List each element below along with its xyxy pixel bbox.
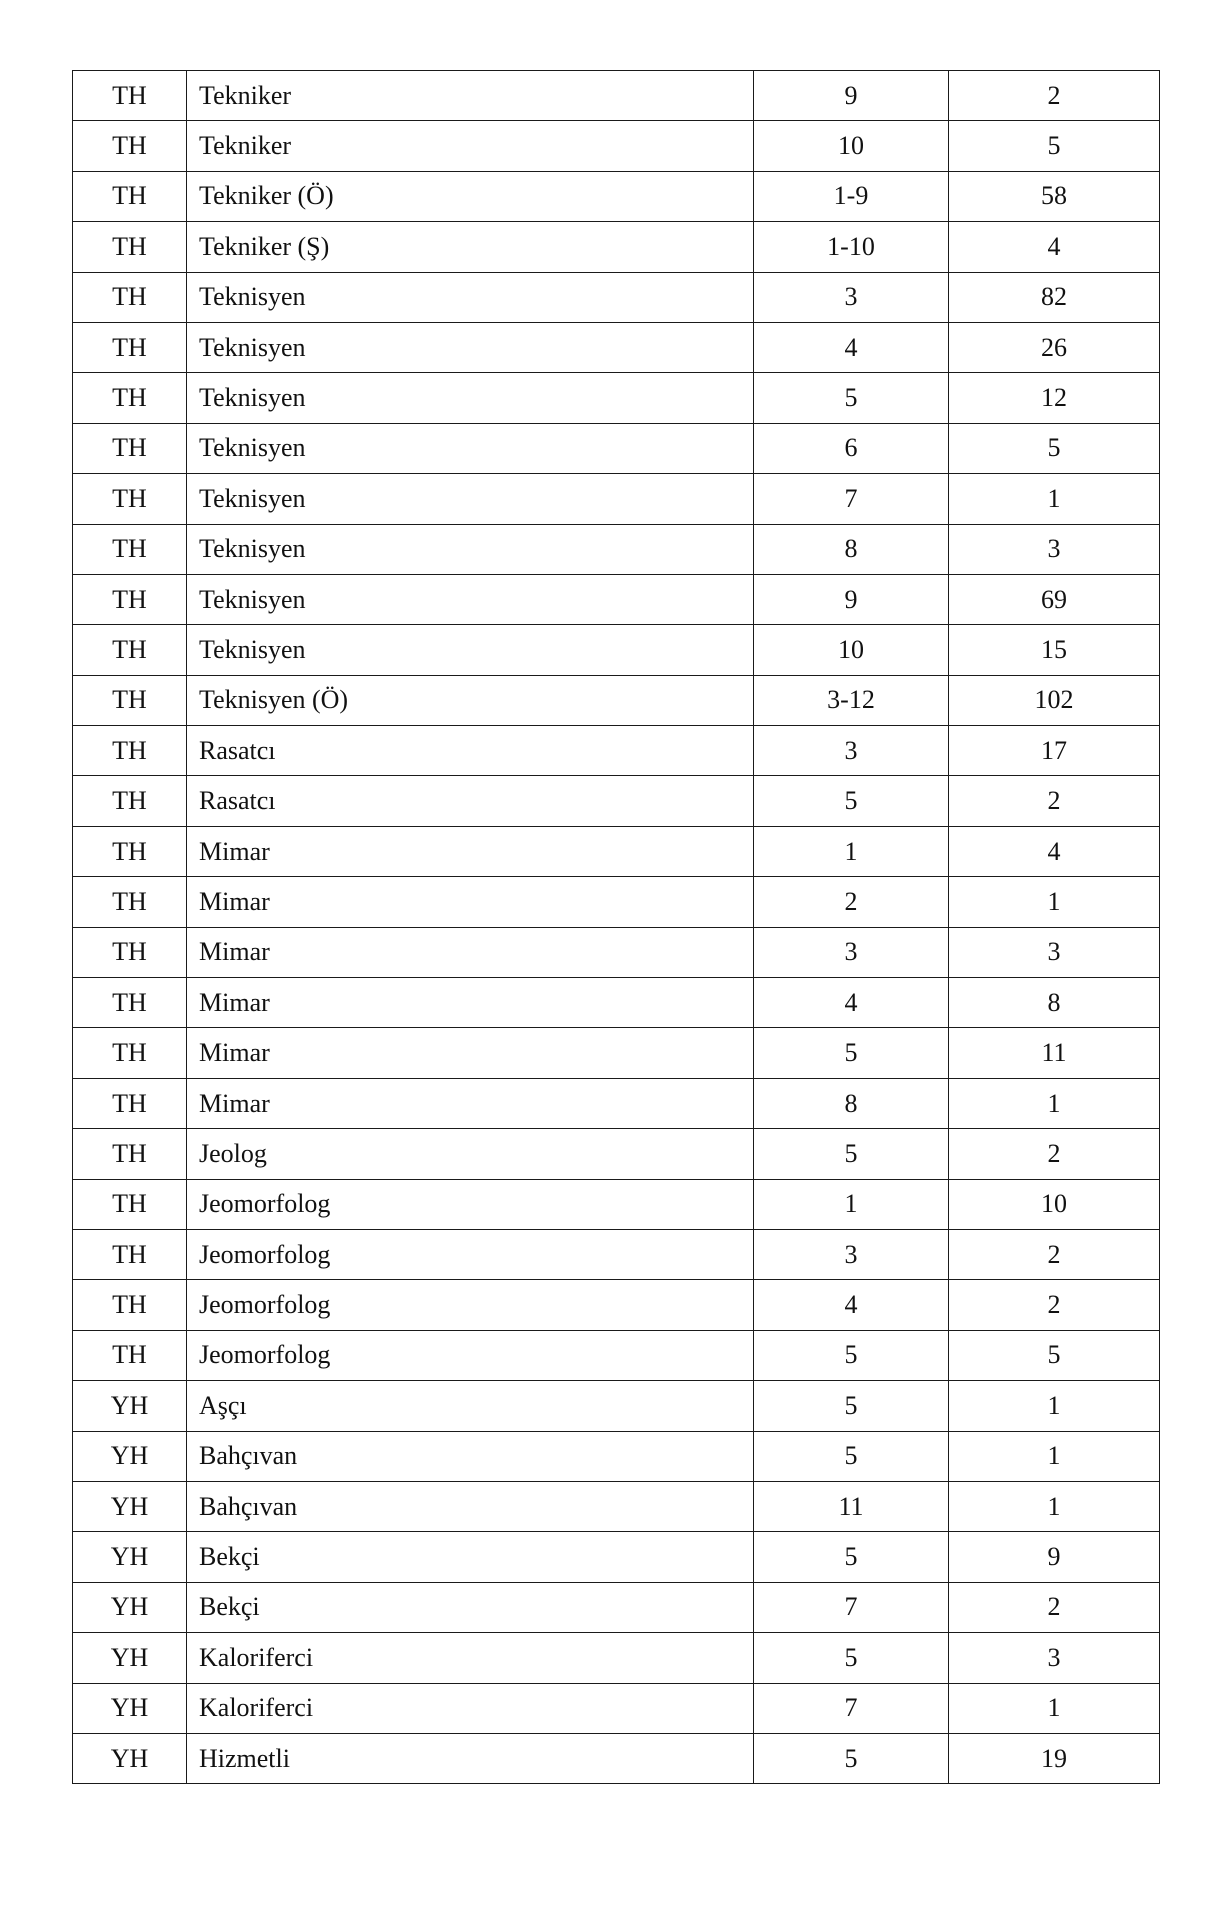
grade-cell: 3 [754,927,949,977]
table-row [73,1633,1160,1683]
count-cell: 12 [949,373,1160,423]
class-cell: TH [73,1179,187,1229]
class-cell: TH [73,675,187,725]
title-cell: Bekçi [187,1532,754,1582]
count-cell: 11 [949,1028,1160,1078]
count-cell: 2 [949,1229,1160,1279]
count-cell: 3 [949,1633,1160,1683]
class-cell: TH [73,322,187,372]
grade-cell: 3 [754,1229,949,1279]
count-cell: 102 [949,675,1160,725]
class-cell: TH [73,978,187,1028]
class-cell: TH [73,1280,187,1330]
table-row [73,927,1160,977]
class-cell: TH [73,776,187,826]
class-cell: TH [73,373,187,423]
count-cell: 5 [949,423,1160,473]
count-cell: 10 [949,1179,1160,1229]
table-body [73,71,1160,1784]
class-cell: TH [73,524,187,574]
title-cell: Teknisyen (Ö) [187,675,754,725]
count-cell: 82 [949,272,1160,322]
class-cell: TH [73,574,187,624]
title-cell: Aşçı [187,1381,754,1431]
grade-cell: 5 [754,1381,949,1431]
table-row [73,322,1160,372]
class-cell: TH [73,726,187,776]
grade-cell: 5 [754,1532,949,1582]
table-row [73,474,1160,524]
grade-cell: 8 [754,524,949,574]
count-cell: 1 [949,1481,1160,1531]
grade-cell: 5 [754,1431,949,1481]
class-cell: TH [73,1229,187,1279]
count-cell: 2 [949,1129,1160,1179]
table-row [73,1280,1160,1330]
count-cell: 58 [949,171,1160,221]
table-row [73,71,1160,121]
title-cell: Teknisyen [187,272,754,322]
grade-cell: 5 [754,1330,949,1380]
title-cell: Jeomorfolog [187,1280,754,1330]
grade-cell: 11 [754,1481,949,1531]
grade-cell: 3 [754,726,949,776]
title-cell: Teknisyen [187,625,754,675]
class-cell: TH [73,877,187,927]
class-cell: TH [73,121,187,171]
table-row [73,272,1160,322]
class-cell: TH [73,1330,187,1380]
grade-cell: 9 [754,71,949,121]
table-row [73,1733,1160,1783]
count-cell: 69 [949,574,1160,624]
count-cell: 5 [949,121,1160,171]
grade-cell: 1-9 [754,171,949,221]
count-cell: 2 [949,776,1160,826]
count-cell: 26 [949,322,1160,372]
grade-cell: 3-12 [754,675,949,725]
class-cell: YH [73,1582,187,1632]
grade-cell: 1 [754,1179,949,1229]
class-cell: TH [73,1078,187,1128]
title-cell: Bahçıvan [187,1481,754,1531]
title-cell: Mimar [187,877,754,927]
title-cell: Rasatcı [187,726,754,776]
grade-cell: 4 [754,322,949,372]
title-cell: Teknisyen [187,474,754,524]
title-cell: Bekçi [187,1582,754,1632]
grade-cell: 7 [754,1683,949,1733]
grade-cell: 5 [754,1633,949,1683]
title-cell: Hizmetli [187,1733,754,1783]
table-row [73,1229,1160,1279]
class-cell: YH [73,1431,187,1481]
title-cell: Teknisyen [187,574,754,624]
class-cell: TH [73,625,187,675]
table-row [73,675,1160,725]
table-row [73,1431,1160,1481]
count-cell: 1 [949,1683,1160,1733]
grade-cell: 5 [754,1733,949,1783]
title-cell: Mimar [187,1078,754,1128]
title-cell: Tekniker [187,121,754,171]
table-row [73,877,1160,927]
count-cell: 3 [949,524,1160,574]
table-row [73,1683,1160,1733]
count-cell: 1 [949,1431,1160,1481]
count-cell: 17 [949,726,1160,776]
count-cell: 1 [949,1381,1160,1431]
grade-cell: 2 [754,877,949,927]
table-row [73,826,1160,876]
table-row [73,574,1160,624]
grade-cell: 1 [754,826,949,876]
count-cell: 2 [949,1280,1160,1330]
grade-cell: 9 [754,574,949,624]
class-cell: TH [73,171,187,221]
class-cell: TH [73,826,187,876]
count-cell: 4 [949,826,1160,876]
title-cell: Teknisyen [187,524,754,574]
grade-cell: 5 [754,373,949,423]
title-cell: Tekniker (Ş) [187,222,754,272]
grade-cell: 6 [754,423,949,473]
grade-cell: 4 [754,1280,949,1330]
class-cell: YH [73,1532,187,1582]
title-cell: Jeomorfolog [187,1229,754,1279]
grade-cell: 7 [754,1582,949,1632]
class-cell: YH [73,1633,187,1683]
table-row [73,423,1160,473]
count-cell: 1 [949,1078,1160,1128]
title-cell: Rasatcı [187,776,754,826]
title-cell: Kaloriferci [187,1683,754,1733]
title-cell: Mimar [187,826,754,876]
table-row [73,1028,1160,1078]
count-cell: 15 [949,625,1160,675]
count-cell: 1 [949,474,1160,524]
count-cell: 8 [949,978,1160,1028]
table-row [73,1532,1160,1582]
table-row [73,121,1160,171]
grade-cell: 1-10 [754,222,949,272]
title-cell: Kaloriferci [187,1633,754,1683]
class-cell: TH [73,272,187,322]
table-row [73,171,1160,221]
class-cell: YH [73,1733,187,1783]
class-cell: YH [73,1381,187,1431]
table-row [73,1582,1160,1632]
grade-cell: 10 [754,121,949,171]
grade-cell: 5 [754,776,949,826]
count-cell: 9 [949,1532,1160,1582]
table-row [73,978,1160,1028]
grade-cell: 8 [754,1078,949,1128]
class-cell: TH [73,222,187,272]
title-cell: Mimar [187,927,754,977]
table-row [73,1129,1160,1179]
table-row [73,1078,1160,1128]
class-cell: TH [73,474,187,524]
title-cell: Jeomorfolog [187,1330,754,1380]
title-cell: Teknisyen [187,322,754,372]
table-row [73,625,1160,675]
count-cell: 1 [949,877,1160,927]
count-cell: 4 [949,222,1160,272]
table-row [73,373,1160,423]
grade-cell: 10 [754,625,949,675]
count-cell: 2 [949,1582,1160,1632]
table-row [73,1381,1160,1431]
title-cell: Mimar [187,978,754,1028]
class-cell: TH [73,71,187,121]
title-cell: Tekniker [187,71,754,121]
grade-cell: 5 [754,1028,949,1078]
title-cell: Teknisyen [187,423,754,473]
title-cell: Mimar [187,1028,754,1078]
title-cell: Teknisyen [187,373,754,423]
grade-cell: 3 [754,272,949,322]
table-row [73,222,1160,272]
grade-cell: 4 [754,978,949,1028]
staff-positions-table [72,70,1160,1784]
count-cell: 2 [949,71,1160,121]
table-row [73,1330,1160,1380]
title-cell: Jeomorfolog [187,1179,754,1229]
title-cell: Bahçıvan [187,1431,754,1481]
count-cell: 3 [949,927,1160,977]
class-cell: TH [73,423,187,473]
class-cell: TH [73,927,187,977]
table-row [73,1481,1160,1531]
class-cell: YH [73,1481,187,1531]
class-cell: TH [73,1129,187,1179]
count-cell: 5 [949,1330,1160,1380]
class-cell: YH [73,1683,187,1733]
grade-cell: 7 [754,474,949,524]
count-cell: 19 [949,1733,1160,1783]
table-row [73,1179,1160,1229]
title-cell: Tekniker (Ö) [187,171,754,221]
grade-cell: 5 [754,1129,949,1179]
table-row [73,776,1160,826]
title-cell: Jeolog [187,1129,754,1179]
class-cell: TH [73,1028,187,1078]
table-row [73,524,1160,574]
table-row [73,726,1160,776]
